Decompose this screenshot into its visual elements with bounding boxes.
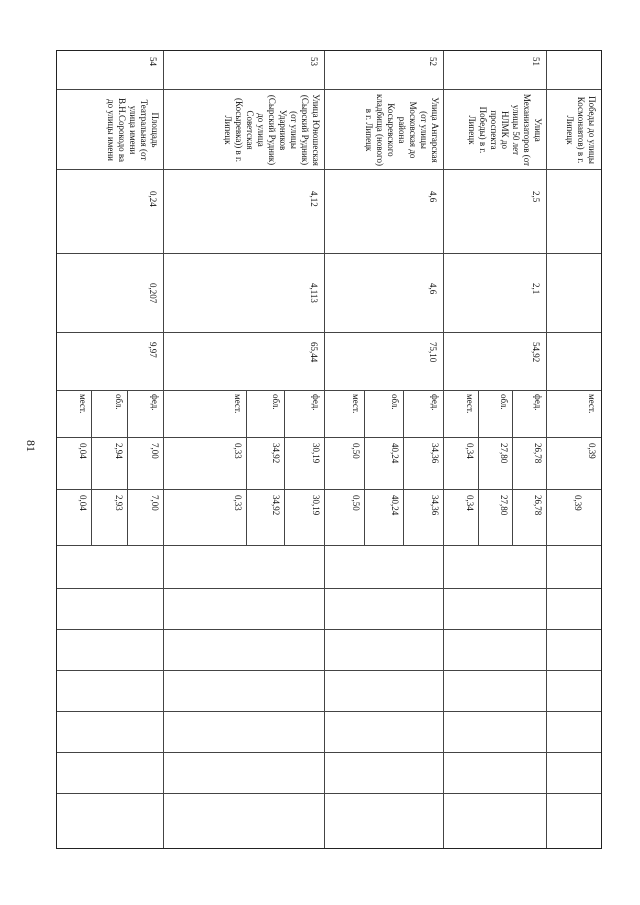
page-number: 81 (24, 440, 38, 452)
length-actual: 0,207 (148, 283, 158, 304)
length-actual: 2,1 (531, 283, 541, 295)
object-name: Улица Ангарская (от улицы Московская до района Косыревского кладбища (нового) в г. Липецк (364, 94, 440, 166)
row-number: 53 (309, 57, 319, 66)
budget-value: 34,92 (271, 495, 281, 516)
budget-value: 0,39 (573, 495, 583, 511)
table-rule (324, 51, 325, 848)
budget-value: 0,33 (233, 443, 243, 459)
row-number: 51 (531, 57, 541, 66)
budget-level: обл. (390, 394, 400, 410)
budget-value: 40,24 (390, 443, 400, 464)
table-rule (57, 89, 601, 90)
budget-level: мест. (351, 394, 361, 414)
budget-value: 7,00 (150, 495, 160, 511)
object-name: Площадь Театральная (от улица имени В.Н.Сорокодо ва до улицы имени (106, 97, 160, 163)
total-cost: 54,92 (531, 342, 541, 363)
budget-level: фед. (311, 394, 321, 411)
budget-value: 0,39 (587, 443, 597, 459)
length-planned: 0,24 (148, 191, 158, 207)
length-actual: 4,6 (428, 283, 438, 295)
total-cost: 65,44 (309, 342, 319, 363)
table-rule (246, 390, 247, 545)
budget-value: 7,00 (150, 443, 160, 459)
length-actual: 4,113 (309, 283, 319, 303)
budget-level: мест. (233, 394, 243, 414)
table-rule (57, 793, 601, 794)
table-rule (57, 545, 601, 546)
table-rule (403, 390, 404, 545)
budget-level: фед. (533, 394, 543, 411)
budget-value: 27,80 (499, 495, 509, 516)
table-rule (91, 390, 92, 545)
budget-value: 0,04 (78, 495, 88, 511)
budget-value: 0,50 (351, 443, 361, 459)
budget-value: 0,04 (78, 443, 88, 459)
budget-value: 30,19 (311, 443, 321, 464)
table-rule (57, 169, 601, 170)
table-rule (443, 51, 444, 848)
length-planned: 2,5 (531, 191, 541, 203)
table-rule (57, 670, 601, 671)
budget-value: 0,50 (351, 495, 361, 511)
budget-value: 40,24 (390, 495, 400, 516)
budget-level: фед. (150, 394, 160, 411)
object-name: Улица Механизаторов (от улицы 50 лет НЛМК до проспекта Победы) в г. Липецк (467, 93, 543, 167)
table-rule (57, 489, 601, 490)
budget-level: мест. (587, 394, 597, 414)
budget-level: мест. (78, 394, 88, 414)
budget-value: 30,19 (311, 495, 321, 516)
data-table (56, 50, 602, 849)
budget-value: 34,92 (271, 443, 281, 464)
budget-level: обл. (271, 394, 281, 410)
budget-value: 0,33 (233, 495, 243, 511)
length-planned: 4,12 (309, 191, 319, 207)
budget-value: 26,78 (533, 495, 543, 516)
budget-value: 27,80 (499, 443, 509, 464)
budget-value: 34,36 (430, 443, 440, 464)
table-rule (57, 390, 601, 391)
table-rule (57, 253, 601, 254)
budget-level: обл. (499, 394, 509, 410)
table-rule (163, 51, 164, 848)
budget-value: 26,78 (533, 443, 543, 464)
budget-level: фед. (430, 394, 440, 411)
row-number: 52 (428, 57, 438, 66)
budget-level: обл. (114, 394, 124, 410)
row-number: 54 (148, 57, 158, 66)
object-name: Победы до улицы Космонавтов) в г. Липецк (565, 96, 597, 164)
budget-level: мест. (465, 394, 475, 414)
budget-value: 2,94 (114, 443, 124, 459)
budget-value: 34,36 (430, 495, 440, 516)
budget-value: 0,34 (465, 443, 475, 459)
table-rule (127, 390, 128, 545)
table-rule (57, 588, 601, 589)
table-rule (284, 390, 285, 545)
table-rule (57, 629, 601, 630)
table-rule (546, 51, 547, 848)
total-cost: 75,10 (428, 342, 438, 363)
table-rule (57, 711, 601, 712)
rotated-page-content (55, 50, 602, 850)
total-cost: 9,97 (148, 342, 158, 358)
table-rule (478, 390, 479, 545)
table-rule (512, 390, 513, 545)
table-rule (364, 390, 365, 545)
length-planned: 4,6 (428, 191, 438, 203)
table-rule (57, 332, 601, 333)
budget-value: 2,93 (114, 495, 124, 511)
table-rule (57, 437, 601, 438)
budget-value: 0,34 (465, 495, 475, 511)
table-rule (57, 752, 601, 753)
object-name: Улица Юношеская (Сырский Рудник) (от улицы Ударников (Сырский Рудник) до улица Советская (Косыревка)) в г. Липецк (223, 94, 321, 166)
